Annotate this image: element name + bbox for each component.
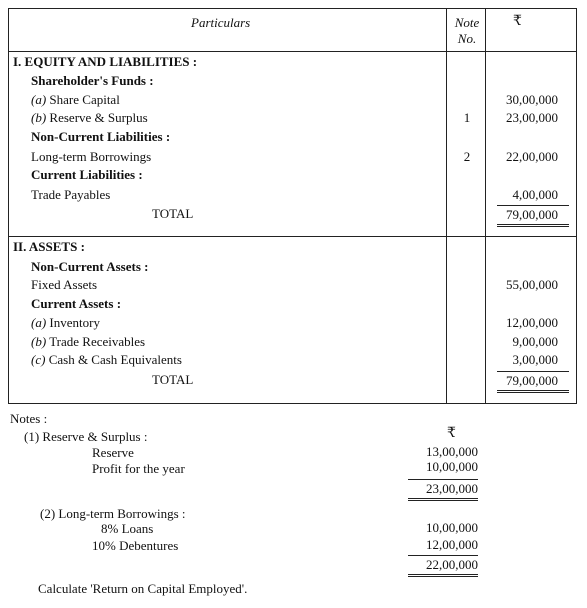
- header-currency-symbol: ₹: [513, 14, 522, 29]
- note1-item-profit-label: Profit for the year: [92, 461, 185, 476]
- inventory-amount: 12,00,000: [506, 315, 558, 330]
- current-assets-heading: Current Assets :: [31, 296, 122, 311]
- cash-row: (c) Cash & Cash Equivalents: [31, 352, 182, 367]
- reserve-surplus-row: (b) Reserve & Surplus: [31, 110, 148, 125]
- lt-borrowings-note: 2: [463, 149, 471, 164]
- question-text: Calculate 'Return on Capital Employed'.: [38, 581, 248, 596]
- notes-currency-symbol: ₹: [447, 426, 456, 441]
- equity-total-amount: 79,00,000: [506, 207, 558, 222]
- lt-borrowings-amount: 22,00,000: [506, 149, 558, 164]
- note-column-divider: [446, 9, 447, 403]
- equity-liabilities-heading: I. EQUITY AND LIABILITIES :: [13, 54, 198, 69]
- lt-borrowings-label: Long-term Borrowings: [31, 149, 152, 164]
- note2-item-loans-label: 8% Loans: [101, 521, 154, 536]
- note2-item-debentures-amount: 12,00,000: [426, 537, 478, 552]
- assets-total-label: TOTAL: [152, 372, 194, 387]
- fixed-assets-amount: 55,00,000: [506, 277, 558, 292]
- notes-heading: Notes :: [10, 411, 48, 426]
- balance-sheet-table: [8, 8, 577, 404]
- reserve-surplus-note: 1: [463, 110, 471, 125]
- header-particulars: Particulars: [191, 15, 251, 30]
- trade-receivables-amount: 9,00,000: [512, 334, 558, 349]
- note1-item-profit-amount: 10,00,000: [426, 459, 478, 474]
- noncurrent-assets-heading: Non-Current Assets :: [31, 259, 149, 274]
- trade-payables-label: Trade Payables: [31, 187, 111, 202]
- current-liabilities-heading: Current Liabilities :: [31, 167, 143, 182]
- header-divider: [9, 51, 576, 52]
- note2-item-debentures-label: 10% Debentures: [92, 538, 179, 553]
- share-capital-amount: 30,00,000: [506, 92, 558, 107]
- note1-title: (1) Reserve & Surplus :: [24, 429, 148, 444]
- note2-title: (2) Long-term Borrowings :: [40, 506, 186, 521]
- equity-total-label: TOTAL: [152, 206, 194, 221]
- trade-payables-amount: 4,00,000: [512, 187, 558, 202]
- section-divider: [9, 236, 576, 237]
- assets-heading: II. ASSETS :: [13, 239, 85, 254]
- cash-amount: 3,00,000: [512, 352, 558, 367]
- assets-total-amount: 79,00,000: [506, 373, 558, 388]
- note1-item-reserve-amount: 13,00,000: [426, 444, 478, 459]
- note1-item-reserve-label: Reserve: [92, 445, 134, 460]
- header-note-no: Note No.: [454, 15, 480, 46]
- inventory-row: (a) Inventory: [31, 315, 100, 330]
- share-capital-row: (a) Share Capital: [31, 92, 120, 107]
- note2-total-amount: 22,00,000: [426, 557, 478, 572]
- note1-total-amount: 23,00,000: [426, 481, 478, 496]
- trade-receivables-row: (b) Trade Receivables: [31, 334, 146, 349]
- shareholders-funds-heading: Shareholder's Funds :: [31, 73, 154, 88]
- noncurrent-liabilities-heading: Non-Current Liabilities :: [31, 129, 171, 144]
- note2-item-loans-amount: 10,00,000: [426, 520, 478, 535]
- fixed-assets-label: Fixed Assets: [31, 277, 98, 292]
- reserve-surplus-amount: 23,00,000: [506, 110, 558, 125]
